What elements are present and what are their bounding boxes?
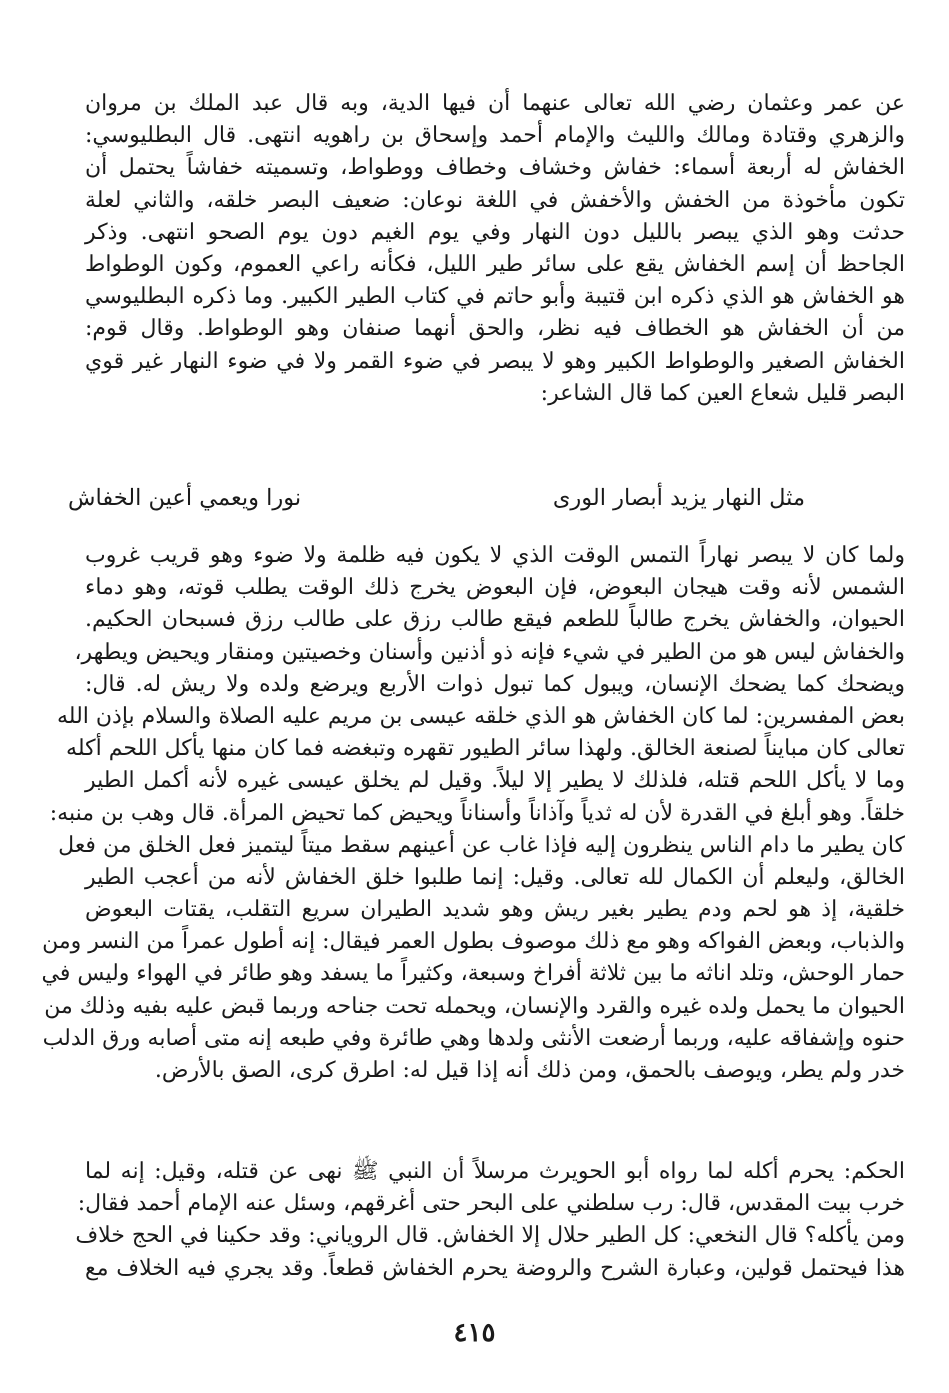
paragraph-1: [85, 88, 905, 410]
text-line: الحيوان ما يحمل ولده غيره والقرد والإنسان، ويحمله تحت جناحه وربما قبض عليه بفيه وذلك من: [44, 993, 905, 1019]
text-line: ويضحك كما يضحك الإنسان، ويبول كما تبول ذوات الأربع ويرضع ولده ولا ريش له. قال:: [85, 671, 905, 697]
text-line: ومن يأكله؟ قال النخعي: كل الطير حلال إلا الخفاش. قال الروياني: وقد حكينا في الحج خلاف: [75, 1223, 905, 1249]
text-line: ولما كان لا يبصر نهاراً التمس الوقت الذي لا يكون فيه ظلمة ولا ضوء وهو قريب غروب: [85, 543, 905, 568]
text-line: تكون مأخوذة من الخفش والأخفش في اللغة نوعان: ضعيف البصر خلقه، والثاني لعلة: [85, 187, 905, 213]
text-line: عن عمر وعثمان رضي الله تعالى عنهما أن فيها الدية، وبه قال عبد الملك بن مروان: [85, 91, 905, 116]
text-line: حمار الوحش، وتلد اناثه ما بين ثلاثة أفراخ وسبعة، وكثيراً ما يسفد وهو طائر في الهواء وليس في: [41, 961, 905, 987]
text-line: هذا فيحتمل قولين، وعبارة الشرح والروضة يحرم الخفاش قطعاً. وقد يجري فيه الخلاف مع: [85, 1255, 905, 1281]
text-line: خرب بيت المقدس، قال: رب سلطني على البحر حتى أغرقهم، وسئل عنه الإمام أحمد فقال:: [77, 1191, 905, 1217]
text-line: هو الخفاش هو الذي ذكره ابن قتيبة وأبو حاتم في كتاب الطير الكبير. وما ذكره البطليوسي: [85, 284, 905, 310]
text-line: حدثت وهو الذي يبصر بالليل دون النهار وفي يوم الغيم دون يوم الصحو انتهى. وذكر: [85, 219, 905, 245]
text-line: الجاحظ أن إسم الخفاش يقع على سائر طير الليل، فكأنه راعي العموم، وكون الوطواط: [85, 251, 905, 277]
paragraph-3: [75, 1156, 905, 1285]
text-line: تعالى كان مبايناً لصنعة الخالق. ولهذا سائر الطيور تقهره وتبغضه فما كان منها يأكل اللحم أكله: [66, 736, 905, 762]
text-line: والذباب، وبعض الفواكه وهو مع ذلك موصوف بطول العمر فيقال: إنه أطول عمراً من النسر ومن: [42, 929, 905, 955]
text-line: الخفاش له أربعة أسماء: خفاش وخشاف وخطاف ووطواط، وتسميته خفاشاً يحتمل أن: [85, 155, 905, 181]
text-line: خلقاً. وهو أبلغ في القدرة لأن له ثدياً وآذاناً وأسناناً ويحيض كما تحيض المرأة. قال وهب بن منبه:: [49, 800, 905, 826]
paragraph-2: [41, 540, 905, 1087]
text-line: الشمس لأنه وقت هيجان البعوض، فإن البعوض يخرج ذلك الوقت يطلب قوته، وهو دماء: [85, 575, 905, 601]
text-line: بعض المفسرين: لما كان الخفاش هو الذي خلقه عيسى بن مريم عليه الصلاة والسلام بإذن الله: [57, 703, 905, 729]
text-line: والزهري وقتادة ومالك والليث والإمام أحمد وإسحاق بن راهويه انتهى. قال البطليوسي:: [85, 123, 905, 149]
text-line: كان يطير ما دام الناس ينظرون إليه فإذا غاب عن أعينهم سقط ميتاً ليتميز فعل الخلق من فعل: [58, 832, 905, 858]
text-line: حنوه وإشفاقه عليه، وربما أرضعت الأنثى ولدها وهي طائرة وفي طبعه إنه متى أصابه ورق الدلب: [42, 1025, 905, 1051]
text-line: الحكم: يحرم أكله لما رواه أبو الحويرث مرسلاً أن النبي ﷺ نهى عن قتله، وقيل: إنه لما: [85, 1159, 905, 1184]
text-line: خدر ولم يطر، ويوصف بالحمق، ومن ذلك أنه إذا قيل له: اطرق كرى، الصق بالأرض.: [154, 1058, 905, 1083]
text-line: الحيوان، والخفاش يخرج طالباً للطعم فيقع طالب رزق على طالب رزق فسبحان الحكيم.: [85, 607, 905, 633]
verse-first-hemistich: مثل النهار يزيد أبصار الورى: [552, 485, 805, 511]
text-line: الخالق، وليعلم أن الكمال لله تعالى. وقيل: إنما طلبوا خلق الخفاش لأنه من أعجب الطير: [85, 864, 905, 890]
text-line: خلقية، إذ هو لحم ودم يطير بغير ريش وهو شديد الطيران سريع التقلب، يقتات البعوض: [85, 897, 905, 923]
text-line: من أن الخفاش هو الخطاف فيه نظر، والحق أنهما صنفان وهو الوطواط. وقال قوم:: [85, 316, 905, 342]
text-line: البصر قليل شعاع العين كما قال الشاعر:: [540, 380, 905, 406]
page-number: ٤١٥: [453, 1318, 496, 1348]
text-line: والخفاش ليس هو من الطير في شيء فإنه ذو أذنين وأسنان وخصيتين ومنقار ويحيض ويطهر،: [74, 639, 905, 665]
text-line: وما لا يأكل اللحم قتله، فلذلك لا يطير إلا ليلاً. وقيل لم يخلق عيسى غيره لأنه أكمل الطير: [85, 768, 905, 794]
poetry-verse: [40, 485, 905, 525]
verse-second-hemistich: نورا ويعمي أعين الخفاش: [68, 485, 302, 511]
text-line: الخفاش الصغير والوطواط الكبير وهو لا يبصر في ضوء القمر ولا في ضوء النهار غير قوي: [85, 348, 905, 374]
